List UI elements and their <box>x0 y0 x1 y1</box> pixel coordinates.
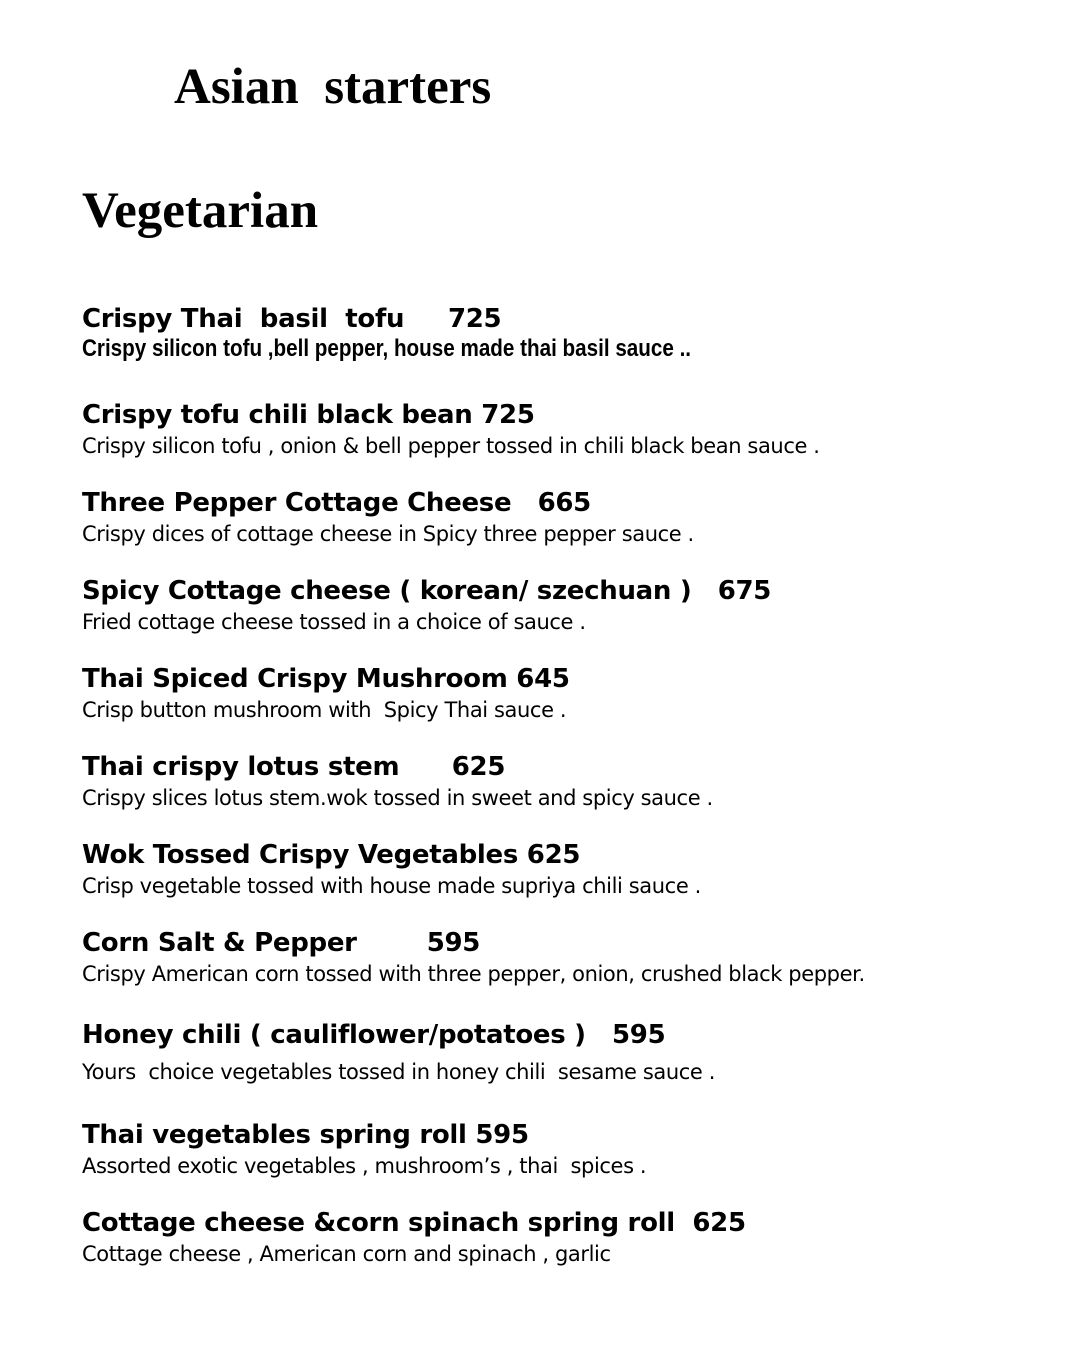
menu-item-description: Crispy dices of cottage cheese in Spicy three pepper sauce . <box>82 522 694 546</box>
menu-item <box>82 838 1042 900</box>
menu-item-description: Assorted exotic vegetables , mushroom’s , thai spices . <box>82 1154 647 1178</box>
section-title-vegetarian: Vegetarian <box>82 183 319 239</box>
menu-item-name: Thai crispy lotus stem 625 <box>82 752 506 782</box>
menu-item <box>82 750 1042 812</box>
menu-item-description: Cottage cheese , American corn and spinach , garlic <box>82 1242 611 1266</box>
menu-item-name: Cottage cheese &corn spinach spring roll 625 <box>82 1208 746 1238</box>
menu-item-name: Thai vegetables spring roll 595 <box>82 1120 529 1150</box>
menu-item <box>82 1018 1042 1086</box>
menu-item-name: Crispy Thai basil tofu 725 <box>82 304 502 334</box>
menu-item <box>82 574 1042 636</box>
menu-item-description: Crisp vegetable tossed with house made supriya chili sauce . <box>82 874 701 898</box>
menu-item-description: Crisp button mushroom with Spicy Thai sauce . <box>82 698 567 722</box>
menu-item-name: Honey chili ( cauliflower/potatoes ) 595 <box>82 1020 666 1050</box>
menu-title: Asian starters <box>174 59 492 115</box>
menu-item-name: Thai Spiced Crispy Mushroom 645 <box>82 664 570 694</box>
menu-item <box>82 302 1042 363</box>
menu-item-name: Wok Tossed Crispy Vegetables 625 <box>82 840 581 870</box>
menu-item-description: Fried cottage cheese tossed in a choice of sauce . <box>82 610 586 634</box>
menu-item-description: Crispy American corn tossed with three pepper, onion, crushed black pepper. <box>82 962 865 986</box>
menu-item-name: Spicy Cottage cheese ( korean/ szechuan ) 675 <box>82 576 772 606</box>
menu-item <box>82 1118 1042 1180</box>
menu-item-name: Corn Salt & Pepper 595 <box>82 928 481 958</box>
menu-item <box>82 926 1042 988</box>
menu-item-description: Crispy slices lotus stem.wok tossed in sweet and spicy sauce . <box>82 786 713 810</box>
menu-item-description: Crispy silicon tofu , onion & bell pepper tossed in chili black bean sauce . <box>82 434 820 458</box>
menu-item-description: Yours choice vegetables tossed in honey chili sesame sauce . <box>82 1060 715 1084</box>
menu-item <box>82 398 1042 460</box>
menu-item-name: Crispy tofu chili black bean 725 <box>82 400 535 430</box>
menu-item-name: Three Pepper Cottage Cheese 665 <box>82 488 591 518</box>
menu-item-description: Crispy silicon tofu ,bell pepper, house made thai basil sauce .. <box>82 335 692 362</box>
menu-item <box>82 486 1042 548</box>
menu-item <box>82 662 1042 724</box>
menu-item <box>82 1206 1042 1268</box>
